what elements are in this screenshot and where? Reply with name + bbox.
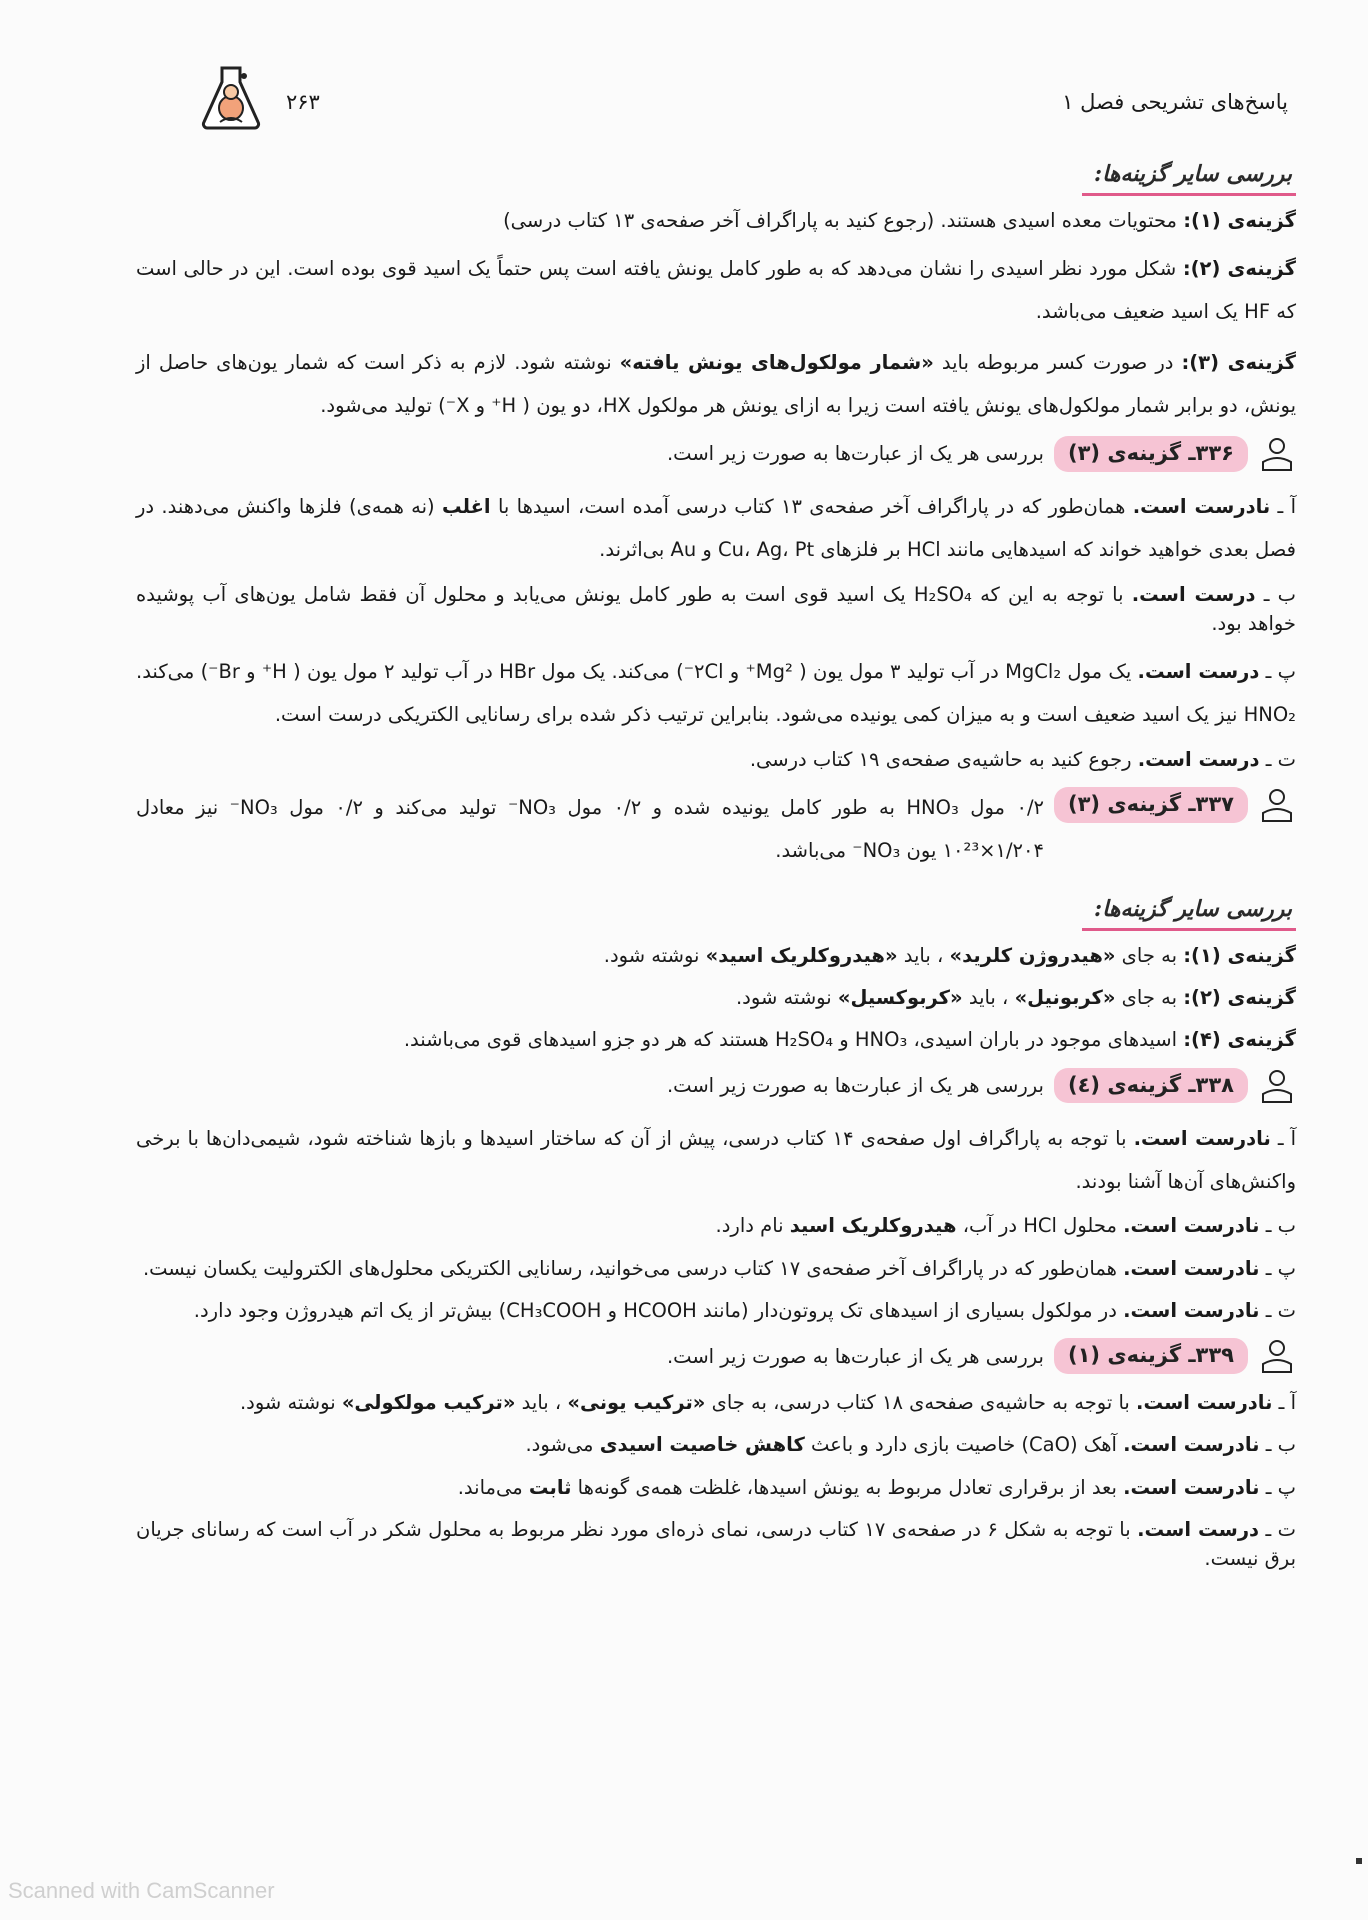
statement-text: بعد از برقراری تعادل مربوط به یونش اسیدها، غلظت همه‌ی گونه‌ها (577, 1475, 1117, 1499)
statement-text: با توجه به پاراگراف اول صفحه‌ی ۱۴ کتاب درسی، پیش از آن که ساختار اسیدها و بازها شناخته شود، شیمی‌دان‌ها با برخی واکنش‌های آن‌ها آشنا بودند. (136, 1126, 1296, 1193)
question-336 (136, 436, 1296, 472)
option-emphasis: «هیدروژن کلرید» (949, 943, 1116, 967)
statement-emphasis: اغلب (442, 494, 491, 518)
statement-b (136, 1430, 1296, 1459)
question-339 (136, 1338, 1296, 1374)
statement-status: نادرست است. (1133, 1126, 1271, 1150)
statement-b (136, 580, 1296, 639)
statement-text: همان‌طور که در پاراگراف آخر صفحه‌ی ۱۳ کتاب درسی آمده است، اسیدها با (497, 494, 1126, 518)
option-text: نوشته شود. (735, 986, 832, 1010)
statement-status: نادرست است. (1123, 1214, 1260, 1238)
statement-prefix: پ ـ (1265, 1475, 1296, 1499)
flask-mascot-logo (200, 62, 262, 132)
student-icon (1258, 1338, 1296, 1374)
option-emphasis: «هیدروکلریک اسید» (705, 943, 898, 967)
statement-prefix: ب ـ (1265, 1214, 1296, 1238)
question-text: ۰/۲ مول HNO₃ به طور کامل یونیده شده و ۰/۲ مول NO₃⁻ تولید می‌کند و ۰/۲ مول NO₃⁻ نیز معادل ۱/۲۰۴×۱۰²³ یون NO₃⁻ می‌باشد. (136, 796, 1044, 863)
statement-prefix: ت ـ (1265, 747, 1296, 771)
question-338 (136, 1068, 1296, 1104)
statement-status: نادرست است. (1123, 1475, 1260, 1499)
option-label: گزینه‌ی (۱): (1183, 209, 1296, 232)
section-heading-review: بررسی سایر گزینه‌ها: (1082, 893, 1296, 931)
question-intro: بررسی هر یک از عبارت‌ها به صورت زیر است. (666, 442, 1044, 466)
statement-status: نادرست است. (1132, 494, 1271, 518)
option-text: در صورت کسر مربوطه باید (941, 351, 1174, 375)
statement-text: در مولکول بسیاری از اسیدهای تک پروتون‌دار (مانند HCOOH و CH₃COOH) بیش‌تر از یک اتم هیدروژن وجود دارد. (193, 1298, 1117, 1322)
statement-prefix: آ ـ (1277, 1126, 1297, 1150)
statement-text: با توجه به شکل ۶ در صفحه‌ی ۱۷ کتاب درسی، نمای ذره‌ای مورد نظر مربوط به محلول شکر در آب است که رسانای جریان برق نیست. (136, 1517, 1296, 1571)
option-3-note (136, 342, 1296, 428)
statement-status: درست است. (1131, 582, 1256, 606)
statement-text: نوشته شود. (239, 1391, 336, 1415)
question-intro: بررسی هر یک از عبارت‌ها به صورت زیر است. (666, 1344, 1044, 1368)
statement-text: با توجه به حاشیه‌ی صفحه‌ی ۱۸ کتاب درسی، به جای (711, 1391, 1130, 1415)
statement-text: محلول HCl در آب، (962, 1214, 1117, 1238)
statement-emphasis: «ترکیب مولکولی» (341, 1391, 516, 1415)
option-text: به جای (1121, 986, 1178, 1010)
statement-text: می‌شود. (525, 1433, 594, 1457)
student-icon (1258, 787, 1296, 823)
statement-status: نادرست است. (1123, 1256, 1260, 1280)
statement-emphasis: «ترکیب یونی» (567, 1391, 706, 1415)
statement-a (136, 1118, 1296, 1204)
option-emphasis: «شمار مولکول‌های یونش یافته» (619, 351, 934, 375)
option-2-note (136, 248, 1296, 334)
statement-prefix: ت ـ (1265, 1298, 1296, 1322)
statement-prefix: ب ـ (1265, 1433, 1296, 1457)
option-emphasis: «کربونیل» (1014, 986, 1116, 1010)
option-1-note (136, 206, 1296, 235)
option-text: شکل مورد نظر اسیدی را نشان می‌دهد که به طور کامل یونش یافته است پس حتماً یک اسید قوی بوده است. این در حالی است که HF یک اسید ضعیف می‌باشد. (136, 257, 1296, 324)
statement-emphasis: کاهش خاصیت اسیدی (599, 1433, 805, 1457)
option-2-note (136, 983, 1296, 1012)
question-number: ۳۳۶ـ گزینه‌ی (۳) (1054, 436, 1248, 472)
statement-a (136, 486, 1296, 572)
student-icon (1258, 436, 1296, 472)
option-text: نوشته شود. لازم به ذکر است که شمار یون‌های حاصل از یونش، دو برابر شمار مولکول‌های یونش یافته است زیرا به ازای یونش هر مولکول HX، دو یون ( H⁺ و X⁻) تولید می‌شود. (136, 351, 1296, 417)
statement-status: نادرست است. (1123, 1433, 1260, 1457)
option-text: اسیدهای موجود در باران اسیدی، HNO₃ و H₂SO₄ هستند که هر دو جزو اسیدهای قوی می‌باشند. (403, 1028, 1178, 1052)
option-text: نوشته شود. (603, 943, 700, 967)
statement-text: نام دارد. (715, 1214, 784, 1238)
statement-prefix: ت ـ (1265, 1517, 1296, 1541)
section-heading-review: بررسی سایر گزینه‌ها: (1082, 158, 1296, 196)
statement-text: ، باید (521, 1391, 562, 1415)
statement-b (136, 1211, 1296, 1240)
question-number: ۳۳۷ـ گزینه‌ی (۳) (1054, 787, 1248, 823)
statement-prefix: آ ـ (1277, 494, 1296, 518)
statement-status: نادرست است. (1136, 1391, 1273, 1415)
statement-prefix: ب ـ (1263, 582, 1296, 606)
camscanner-watermark (8, 1878, 275, 1904)
statement-text: می‌ماند. (457, 1475, 523, 1499)
option-1-note (136, 941, 1296, 970)
option-label: گزینه‌ی (۲): (1182, 257, 1296, 281)
statement-emphasis: ثابت (528, 1475, 572, 1499)
option-text: ، باید (968, 986, 1009, 1010)
option-text: به جای (1121, 943, 1178, 967)
statement-t (136, 1296, 1296, 1325)
statement-status: درست است. (1137, 1517, 1260, 1541)
option-text: محتویات معده اسیدی هستند. (رجوع کنید به پاراگراف آخر صفحه‌ی ۱۳ کتاب درسی) (503, 209, 1178, 232)
question-number: ۳۳۸ـ گزینه‌ی (٤) (1054, 1068, 1248, 1104)
scan-mark (1356, 1858, 1362, 1864)
option-label: گزینه‌ی (۳): (1181, 351, 1297, 375)
statement-prefix: پ ـ (1265, 1256, 1296, 1280)
answers-content (136, 152, 1296, 1586)
option-text: ، باید (903, 943, 944, 967)
statement-p (136, 1473, 1296, 1502)
statement-text: رجوع کنید به حاشیه‌ی صفحه‌ی ۱۹ کتاب درسی. (749, 747, 1132, 771)
statement-text: (نه همه‌ی) فلزها واکنش می‌دهند. در فصل بعدی خواهید خواند که اسیدهایی مانند HCl بر فلزهای Cu، Ag، Pt و Au بی‌اثرند. (136, 494, 1296, 561)
statement-status: درست است. (1137, 747, 1260, 771)
statement-status: نادرست است. (1123, 1298, 1260, 1322)
statement-prefix: پ ـ (1265, 660, 1297, 684)
statement-text: یک مول MgCl₂ در آب تولید ۳ مول یون ( Mg²⁺ و ۲Cl⁻) می‌کند. یک مول HBr در آب تولید ۲ مول یون ( H⁺ و Br⁻) می‌کند. HNO₂ نیز یک اسید ضعیف است و به میزان کمی یونیده می‌شود. بنابراین ترتیب ذکر شده برای رسانایی الکتریکی درست است. (136, 660, 1296, 726)
statement-prefix: آ ـ (1278, 1391, 1296, 1415)
statement-a (136, 1388, 1296, 1417)
question-number: ۳۳۹ـ گزینه‌ی (۱) (1054, 1338, 1248, 1374)
statement-p (136, 651, 1296, 737)
statement-text: با توجه به این که H₂SO₄ یک اسید قوی است به طور کامل یونش می‌یابد و محلول آن فقط شامل یون‌های آب پوشیده خواهد بود. (136, 582, 1296, 635)
statement-status: درست است. (1137, 660, 1260, 684)
option-label: گزینه‌ی (۲): (1183, 986, 1296, 1010)
student-icon (1258, 1068, 1296, 1104)
option-4-note (136, 1025, 1296, 1054)
question-337 (136, 787, 1296, 873)
statement-t (136, 745, 1296, 774)
option-emphasis: «کربوکسیل» (837, 986, 963, 1010)
statement-p (136, 1254, 1296, 1283)
watermark-text: Scanned with CamScanner (8, 1878, 275, 1903)
page-header (200, 62, 1288, 132)
chapter-title: پاسخ‌های تشریحی فصل ۱ (1062, 90, 1288, 114)
statement-t (136, 1515, 1296, 1574)
option-label: گزینه‌ی (۱): (1183, 943, 1296, 967)
option-label: گزینه‌ی (۴): (1183, 1028, 1296, 1052)
statement-text: آهک (CaO) خاصیت بازی دارد و باعث (811, 1433, 1117, 1457)
statement-emphasis: هیدروکلریک اسید (789, 1214, 957, 1238)
question-intro: بررسی هر یک از عبارت‌ها به صورت زیر است. (666, 1074, 1044, 1098)
statement-text: همان‌طور که در پاراگراف آخر صفحه‌ی ۱۷ کتاب درسی می‌خوانید، رسانایی الکتریکی محلول‌های الکترولیت یکسان نیست. (142, 1256, 1117, 1280)
page-number: ۲۶۳ (286, 90, 320, 114)
